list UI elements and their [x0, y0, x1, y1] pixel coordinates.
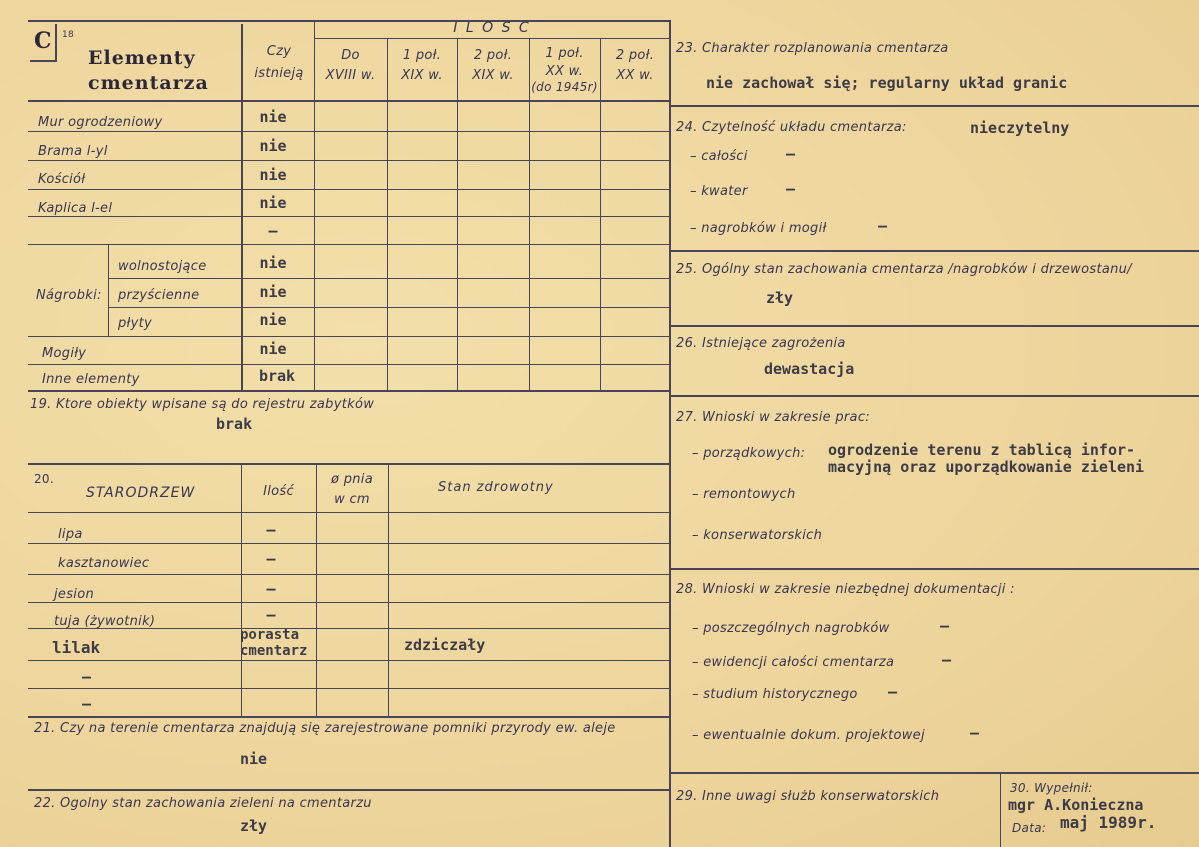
col-header-5b: XX w. — [616, 68, 654, 83]
col-header-3b: XIX w. — [472, 68, 514, 83]
q28-b: – ewidencji całości cmentarza — [692, 655, 895, 670]
row-label-kaplica: Kaplica l-el — [38, 201, 113, 216]
row-value-przysc: nie — [259, 283, 287, 301]
q25-label: 25. Ogólny stan zachowania cmentarza /nagrobków i drzewostanu/ — [676, 262, 1132, 277]
row-value-blank: – — [268, 222, 278, 240]
row-value-brama: nie — [259, 137, 287, 155]
q28-c: – studium historycznego — [692, 687, 858, 702]
q28-b-value: – — [942, 651, 952, 669]
col-header-3a: 2 poł. — [473, 48, 513, 63]
row-label-kosciol: Kościół — [38, 172, 86, 187]
q27-a: – porządkowych: — [692, 446, 806, 461]
row-value-kosciol: nie — [259, 166, 287, 184]
col-header-1b: XVIII w. — [325, 68, 376, 83]
q27-c: – konserwatorskich — [692, 528, 823, 543]
ilosc-header: I L O S C — [453, 20, 531, 36]
q20-pnia-head-1: ø pnia — [331, 472, 373, 487]
row-label-wolno: wolnostojące — [118, 259, 207, 274]
q20-num: 20. — [34, 472, 54, 486]
q25-value: zły — [766, 289, 794, 307]
row-value-mogily: nie — [259, 340, 287, 358]
corner-mark-bar — [55, 24, 57, 62]
tree-row-name: lilak — [52, 638, 101, 657]
col-header-4a: 1 poł. — [545, 46, 584, 61]
q20-pnia-head-2: w cm — [334, 492, 370, 507]
tree-row-name: tuja (żywotnik) — [54, 614, 156, 629]
corner-mark-underline — [30, 60, 56, 62]
q21-label: 21. Czy na terenie cmentarza znajdują się zarejestrowane pomniki przyrody ew. aleje — [34, 721, 616, 736]
q24-value: nieczytelny — [970, 119, 1070, 137]
tree-row-stan: zdziczały — [404, 636, 486, 654]
q20-stan-head: Stan zdrowotny — [438, 480, 554, 495]
q24-b-value: – — [786, 180, 796, 198]
col-header-2a: 1 poł. — [402, 48, 442, 63]
q22-label: 22. Ogolny stan zachowania zieleni na cmentarzu — [34, 796, 372, 811]
q19-value: brak — [216, 415, 253, 433]
q30-name: mgr A.Konieczna — [1008, 796, 1144, 814]
q23-value: nie zachował się; regularny układ granic — [706, 74, 1068, 92]
title-line1: Elementy — [88, 47, 196, 69]
q27-label: 27. Wnioski w zakresie prac: — [676, 410, 870, 425]
ilosc-divider — [314, 38, 670, 39]
q28-d-value: – — [970, 724, 980, 742]
q27-b: – remontowych — [692, 487, 796, 502]
q28-c-value: – — [888, 683, 898, 701]
q30-data-label: Data: — [1012, 821, 1047, 835]
q26-label: 26. Istniejące zagrożenia — [676, 336, 846, 351]
q30-date: maj 1989r. — [1060, 813, 1157, 832]
q27-a-value-1: ogrodzenie terenu z tablicą infor- — [828, 441, 1136, 459]
q28-label: 28. Wnioski w zakresie niezbędnej dokumentacji : — [676, 582, 1015, 597]
row-value-kaplica: nie — [259, 194, 287, 212]
q30-label: 30. Wypełnił: — [1010, 781, 1093, 795]
row-value-inne: brak — [258, 367, 296, 385]
tree-row-ilosc-1: porasta — [240, 627, 300, 643]
q28-d: – ewentualnie dokum. projektowej — [692, 728, 925, 743]
row-label-mur: Mur ogrodzeniowy — [38, 115, 163, 130]
row-value-mur: nie — [259, 108, 287, 126]
col-header-5a: 2 poł. — [615, 48, 655, 63]
tree-row-name: lipa — [58, 527, 83, 542]
row-label-przysc: przyścienne — [118, 288, 200, 303]
tree-row-name: jesion — [54, 587, 94, 602]
row-label-plyty: płyty — [118, 316, 152, 331]
col-header-2b: XIX w. — [401, 68, 443, 83]
q24-label: 24. Czytelność układu cmentarza: — [676, 120, 907, 135]
q28-a: – poszczególnych nagrobków — [692, 621, 890, 636]
q23-label: 23. Charakter rozplanowania cmentarza — [676, 41, 949, 56]
czy-line2: istnieją — [254, 66, 304, 81]
q24-c: – nagrobków i mogił — [690, 221, 827, 236]
q24-b: – kwater — [690, 184, 748, 199]
row-label-inne: Inne elementy — [42, 372, 140, 387]
q21-value: nie — [240, 750, 268, 768]
q20-head: STARODRZEW — [86, 485, 196, 501]
q24-c-value: – — [878, 217, 888, 235]
col-header-4b: XX w. — [545, 64, 584, 79]
col-3-left — [457, 38, 458, 390]
col-2-left — [387, 38, 388, 390]
row-label-brama: Brama l-yl — [38, 144, 108, 159]
q20-ilosc-head: Ilość — [263, 484, 294, 499]
row-label-mogily: Mogiły — [42, 346, 87, 361]
col-5-left — [600, 38, 601, 390]
q19-label: 19. Ktore obiekty wpisane są do rejestru zabytków — [30, 397, 375, 412]
czy-line1: Czy — [266, 44, 292, 59]
q28-a-value: – — [940, 617, 950, 635]
row-value-plyty: nie — [259, 311, 287, 329]
tree-row-ilosc: – — [266, 606, 276, 624]
q24-a-value: – — [786, 145, 796, 163]
corner-sup: 18 — [62, 30, 75, 40]
nagrobki-divider — [108, 244, 109, 336]
col-header-1a: Do — [341, 48, 360, 63]
row-value-wolno: nie — [259, 254, 287, 272]
center-divider — [669, 20, 671, 847]
tree-row-ilosc: – — [266, 580, 276, 598]
q24-a: – całości — [690, 149, 748, 164]
q26-value: dewastacja — [764, 360, 855, 378]
q27-a-value-2: macyjną oraz uporządkowanie zieleni — [828, 458, 1145, 476]
corner-letter: C — [34, 28, 53, 54]
tree-row-name: – — [82, 668, 92, 686]
tree-row-name: kasztanowiec — [58, 556, 150, 571]
q22-value: zły — [240, 817, 268, 835]
col-header-4c: (do 1945r) — [531, 80, 598, 94]
title-line2: cmentarza — [88, 72, 209, 94]
tree-row-ilosc-2: cmentarz — [240, 643, 308, 659]
tree-row-ilosc: – — [266, 521, 276, 539]
tree-row-ilosc: – — [266, 550, 276, 568]
q29-label: 29. Inne uwagi służb konserwatorskich — [676, 789, 940, 804]
nagrobki-label: Nágrobki: — [36, 288, 102, 303]
tree-row-name: – — [82, 695, 92, 713]
